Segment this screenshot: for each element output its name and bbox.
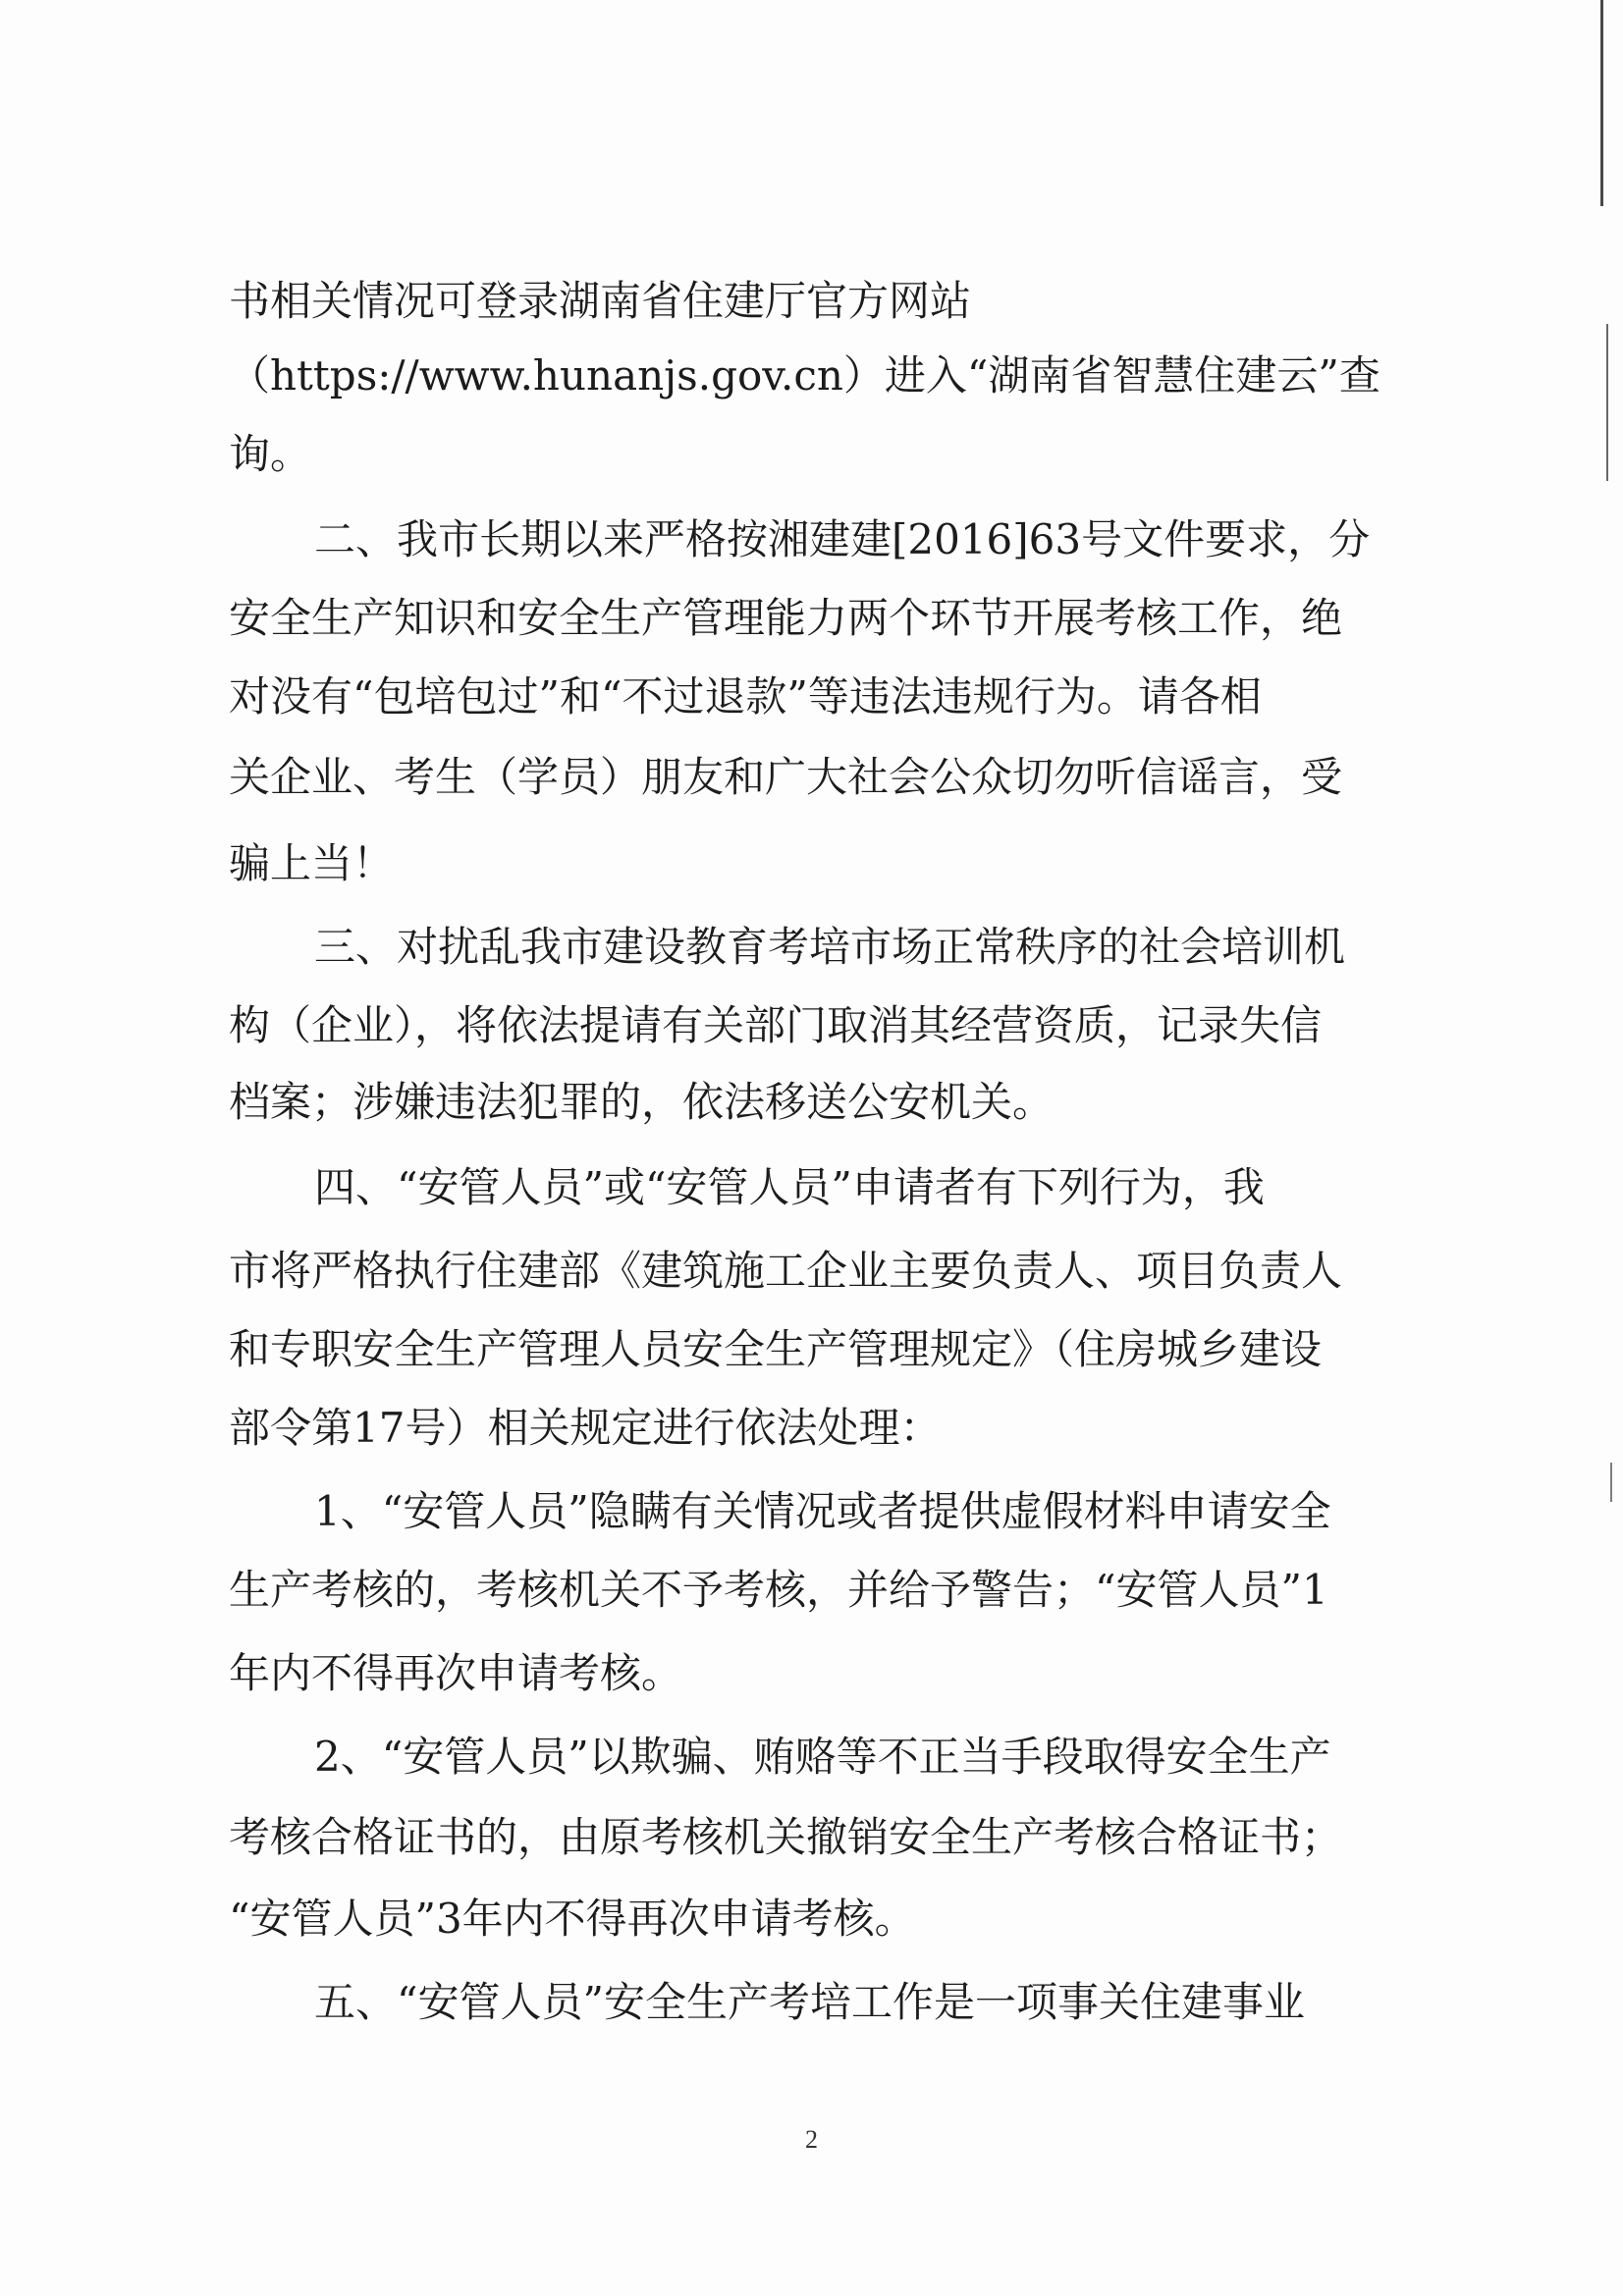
body-line: 市将严格执行住建部《建筑施工企业主要负责人、项目负责人 bbox=[229, 1247, 1343, 1295]
body-line: 四、“安管人员”或“安管人员”申请者有下列行为，我 bbox=[314, 1163, 1265, 1211]
scan-edge-mark bbox=[1606, 324, 1608, 481]
body-line: 2、“安管人员”以欺骗、贿赂等不正当手段取得安全生产 bbox=[314, 1733, 1331, 1781]
body-line: 询。 bbox=[229, 430, 312, 478]
body-line: 关企业、考生（学员）朋友和广大社会公众切勿听信谣言，受 bbox=[229, 753, 1343, 801]
body-line: 部令第17号）相关规定进行依法处理： bbox=[229, 1404, 942, 1452]
body-line: 生产考核的，考核机关不予考核，并给予警告；“安管人员”1 bbox=[229, 1566, 1328, 1614]
scan-edge-mark bbox=[1610, 1463, 1612, 1502]
body-line: 安全生产知识和安全生产管理能力两个环节开展考核工作，绝 bbox=[229, 594, 1343, 642]
body-line: 五、“安管人员”安全生产考培工作是一项事关住建事业 bbox=[314, 1978, 1305, 2026]
body-line: 年内不得再次申请考核。 bbox=[229, 1649, 683, 1697]
body-line: 三、对扰乱我市建设教育考培市场正常秩序的社会培训机 bbox=[314, 923, 1346, 971]
scan-edge-mark bbox=[1600, 0, 1603, 206]
body-line: 构（企业），将依法提请有关部门取消其经营资质，记录失信 bbox=[229, 1001, 1323, 1049]
body-line: 对没有“包培包过”和“不过退款”等违法违规行为。请各相 bbox=[229, 672, 1262, 721]
body-line: 二、我市长期以来严格按湘建建[2016]63号文件要求，分 bbox=[314, 515, 1371, 563]
body-line: “安管人员”3年内不得再次申请考核。 bbox=[229, 1895, 916, 1943]
body-line: 档案；涉嫌违法犯罪的，依法移送公安机关。 bbox=[229, 1078, 1055, 1126]
body-line: 骗上当！ bbox=[229, 839, 395, 887]
body-line: 书相关情况可登录湖南省住建厅官方网站 bbox=[229, 277, 972, 325]
body-line: 考核合格证书的，由原考核机关撤销安全生产考核合格证书； bbox=[229, 1813, 1343, 1861]
body-line: 1、“安管人员”隐瞒有关情况或者提供虚假材料申请安全 bbox=[314, 1487, 1331, 1535]
body-line: （https://www.hunanjs.gov.cn）进入“湖南省智慧住建云”查 bbox=[229, 351, 1380, 400]
page-number: 2 bbox=[805, 2125, 818, 2154]
body-line: 和专职安全生产管理人员安全生产管理规定》（住房城乡建设 bbox=[229, 1325, 1323, 1373]
